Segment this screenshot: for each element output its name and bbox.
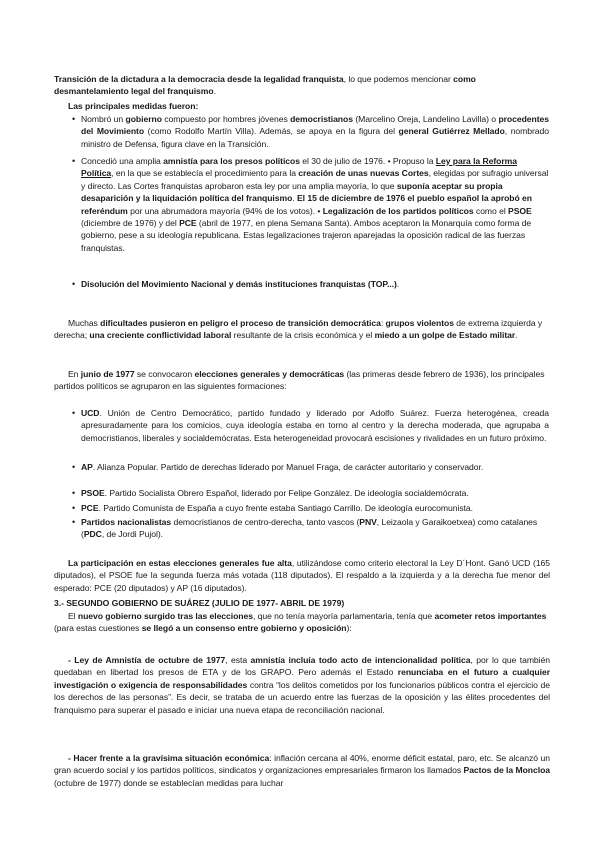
measure-disolucion: Disolución del Movimiento Nacional y demás instituciones franquistas (TOP...). bbox=[81, 279, 400, 289]
bullet-icon: • bbox=[72, 503, 76, 513]
party-psoe: PSOE. Partido Socialista Obrero Español, liderado por Felipe González. De ideología socialdemócrata. bbox=[81, 488, 469, 498]
bullet-icon: • bbox=[72, 114, 76, 124]
bullet-icon: • bbox=[72, 488, 76, 498]
party-nacionalistas: Partidos nacionalistas democristianos de centro-derecha, tanto vascos (PNV, Leizaola y Garaikoetxea) como catalanes (PDC, de Jordi Pujol). bbox=[81, 517, 538, 540]
party-ucd: UCD. Unión de Centro Democrático, partido fundado y liderado por Adolfo Suárez. Fuerza heterogénea, creada apresuradamente para los comicios, cuya ideología estaba en torno al centro y la derecha moderada, que agrupaba a democristianos, liberales y socialdemócratas. Esta heterogeneidad provocará escisiones y rivalidades en un futuro próximo. bbox=[81, 408, 549, 443]
measures-label: Las principales medidas fueron: bbox=[68, 101, 199, 111]
intro-title: Transición de la dictadura a la democracia desde la legalidad franquista bbox=[54, 74, 344, 84]
bullet-icon: • bbox=[72, 517, 76, 527]
section-3-paragraph: El nuevo gobierno surgido tras las elecciones, que no tenía mayoría parlamentaria, tenía que acometer retos importantes (para estas cuestiones se llegó a un consenso entre gobierno y oposición): bbox=[54, 611, 547, 634]
measure-amnistia-reforma: Concedió una amplia amnistía para los presos políticos el 30 de julio de 1976. • Propuso la Ley para la Reforma Política, en la que se establecía el procedimiento para la creación de unas nuevas Cortes, elegidas por sufragio universal y directo. Las Cortes franquistas aprobaron esta ley por una amplia mayoría, lo que suponía aceptar su propia desaparición y la liquidación política del franquismo. El 15 de diciembre de 1976 el pueblo español la aprobó en referéndum por una abrumadora mayoría (94% de los votos). • Legalización de los partidos políticos como el PSOE (diciembre de 1976) y del PCE (abril de 1977, en plena Semana Santa). Ambos aceptaron la Monarquía como forma de gobierno, pese a su ideología republicana. Estas legalizaciones trajeron aparejadas la oposición radical de las fuerzas franquistas. bbox=[81, 156, 549, 253]
bullet-icon: • bbox=[72, 462, 76, 472]
section-3-heading: 3.- SEGUNDO GOBIERNO DE SUÁREZ (JULIO DE 1977- ABRIL DE 1979) bbox=[54, 598, 345, 608]
party-ap: AP. Alianza Popular. Partido de derechas liderado por Manuel Fraga, de carácter autoritario y conservador. bbox=[81, 462, 484, 472]
amnesty-paragraph: - Ley de Amnistía de octubre de 1977, esta amnistía incluía todo acto de intencionalidad política, por lo que también quedaban en libertad los presos de ETA y de los GRAPO. Pero además el Estado renunciaba en el futuro a cualquier investigación o exigencia de responsabilidades contra “los delitos cometidos por los funcionarios públicos contra el ejercicio de los derechos de las personas”. Es decir, se trataba de un acuerdo entre las fuerzas de la oposición y las élites procedentes del franquismo para superar el pasado e iniciar una nueva etapa de reconciliación nacional. bbox=[54, 655, 550, 715]
bullet-icon: • bbox=[72, 156, 76, 166]
party-pce: PCE. Partido Comunista de España a cuyo frente estaba Santiago Carrillo. De ideología eurocomunista. bbox=[81, 503, 473, 513]
intro-paragraph: Transición de la dictadura a la democracia desde la legalidad franquista, lo que podemos mencionar como desmantelamiento legal del franquismo. bbox=[54, 74, 476, 97]
economy-paragraph: - Hacer frente a la gravísima situación económica: inflación cercana al 40%, enorme déficit estatal, paro, etc. Se alcanzó un gran acuerdo social y los partidos políticos, sindicatos y organizaciones empresariales firmaron los llamados Pactos de la Moncloa (octubre de 1977) donde se establecían medidas para luchar bbox=[54, 753, 551, 788]
participation-paragraph: La participación en estas elecciones generales fue alta, utilizándose como criterio electoral la Ley D´Hont. Ganó UCD (165 diputados), el PSOE fue la segunda fuerza más votada (118 diputados). El respaldo a la izquierda y a la derecha fue menor del esperado: PCE (20 diputados) y AP (16 diputados). bbox=[54, 558, 551, 593]
difficulties-paragraph: Muchas dificultades pusieron en peligro el proceso de transición democrática: grupos violentos de extrema izquierda y derecha; una creciente conflictividad laboral resultante de la crisis económica y el miedo a un golpe de Estado militar. bbox=[54, 318, 543, 341]
bullet-icon: • bbox=[72, 279, 76, 289]
measure-gobierno: Nombró un gobierno compuesto por hombres jóvenes democristianos (Marcelino Oreja, Landelino Lavilla) o procedentes del Movimiento (como Rodolfo Martín Villa). Además, se apoya en la figura del general Gutiérrez Mellado, nombrado ministro de Defensa, figura clave en la Transición. bbox=[81, 114, 549, 149]
elections-paragraph: En junio de 1977 se convocaron elecciones generales y democráticas (las primeras desde febrero de 1936), los principales partidos políticos se agruparon en las siguientes formaciones: bbox=[54, 369, 545, 392]
bullet-icon: • bbox=[72, 408, 76, 418]
